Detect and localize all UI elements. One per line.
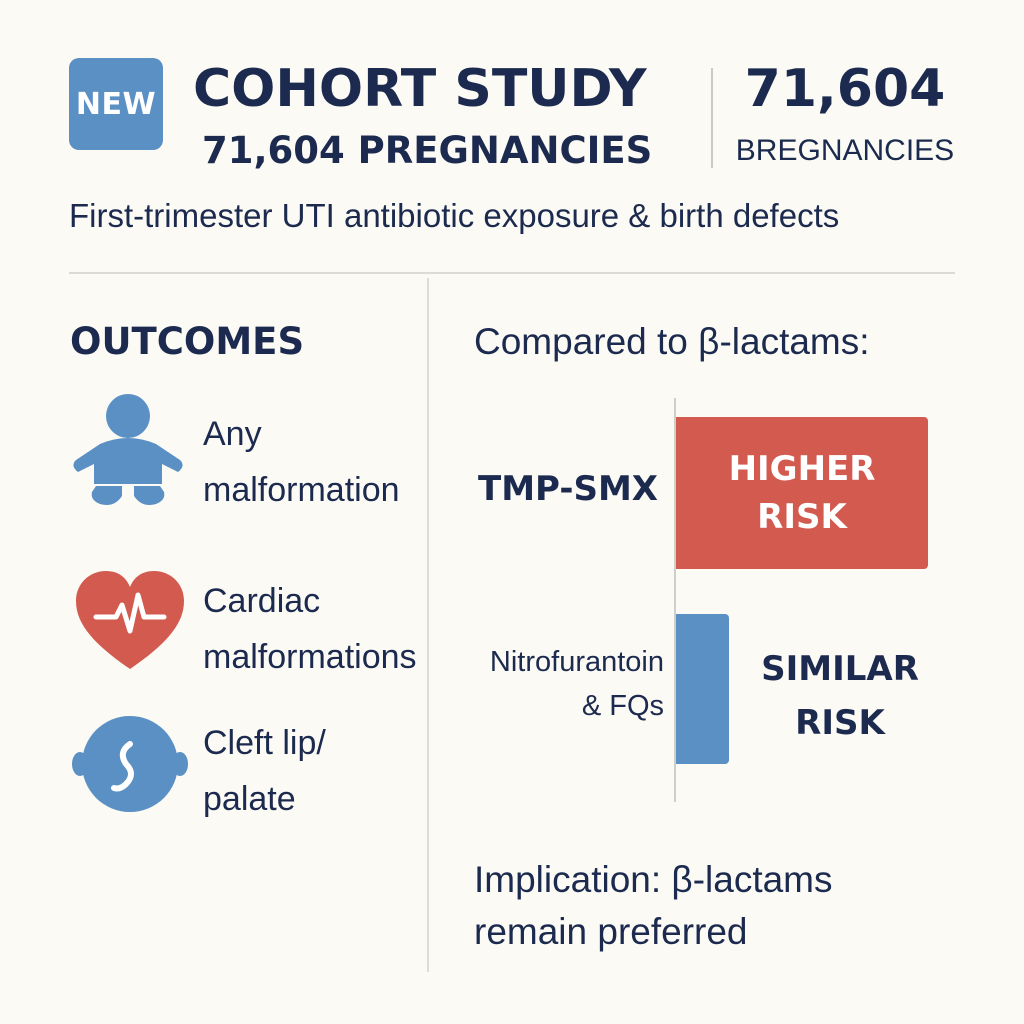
- outcome-line-2: malformation: [203, 471, 400, 509]
- comparison-heading: Compared to β-lactams:: [474, 321, 870, 362]
- baby-icon: [70, 392, 186, 508]
- outcome-line-1: Cleft lip/: [203, 724, 326, 762]
- higher-risk-label: [687, 445, 917, 541]
- drug-line-2: & FQs: [581, 690, 664, 722]
- new-badge-label: NEW: [75, 86, 157, 122]
- implication-line-2: remain preferred: [474, 911, 748, 952]
- risk-line-2: RISK: [795, 703, 885, 743]
- header-divider: [711, 68, 713, 168]
- cleft-face-icon: [72, 706, 188, 822]
- risk-line-2: RISK: [757, 497, 847, 537]
- higher-risk-bar: [676, 417, 928, 569]
- outcome-item-cleft: [203, 715, 326, 827]
- study-description: First-trimester UTI antibiotic exposure & birth defects: [69, 197, 840, 234]
- risk-line-1: SIMILAR: [761, 649, 919, 689]
- drug-line-1: Nitrofurantoin: [489, 646, 664, 678]
- implication-text: [474, 854, 994, 958]
- outcome-item-cardiac: [203, 573, 417, 685]
- stat-label: BREGNANCIES: [735, 134, 955, 167]
- horizontal-divider: [69, 272, 955, 274]
- outcome-line-1: Cardiac: [203, 582, 321, 620]
- drug-label-tmp-smx: TMP-SMX: [478, 469, 658, 509]
- implication-line-1: Implication: β-lactams: [474, 859, 833, 900]
- risk-line-1: HIGHER: [728, 449, 876, 489]
- outcome-item-any-malformation: [203, 406, 400, 518]
- outcome-line-1: Any: [203, 415, 262, 453]
- outcome-line-2: malformations: [203, 638, 417, 676]
- outcomes-heading: OUTCOMES: [70, 320, 305, 363]
- vertical-divider: [427, 278, 429, 972]
- similar-risk-label: [745, 642, 935, 750]
- stat-number: 71,604: [744, 59, 946, 119]
- similar-risk-bar: [676, 614, 729, 764]
- heart-ecg-icon: [72, 565, 188, 681]
- page-title: COHORT STUDY: [193, 59, 647, 119]
- outcome-line-2: palate: [203, 780, 296, 818]
- drug-label-nitrofurantoin: [430, 640, 664, 728]
- new-badge: [69, 58, 163, 150]
- page-subtitle: 71,604 PREGNANCIES: [202, 129, 653, 172]
